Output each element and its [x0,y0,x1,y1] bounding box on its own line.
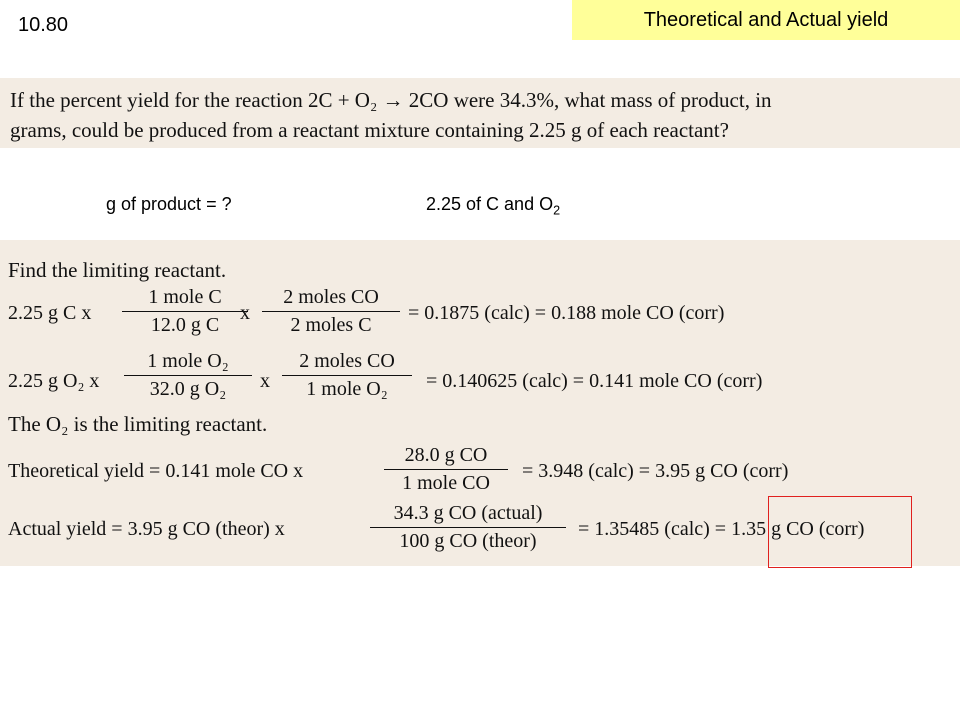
actual-result: = 1.35485 (calc) = 1.35 g CO (corr) [578,518,865,540]
given-unknown: g of product = ? [106,194,232,214]
question-line-1: If the percent yield for the reaction 2C + O₂ → 2CO were 34.3%, what mass of product, in [10,88,772,112]
row-o2-f1-numerator: 1 mole O₂ [124,350,252,376]
actual-numerator: 34.3 g CO (actual) [370,502,566,528]
limiting-statement: The O₂ is the limiting reactant. [8,412,268,436]
question-scan [0,78,960,148]
given-known-text: 2.25 of C and O [426,194,554,214]
theoretical-fraction [384,444,508,495]
theoretical-numerator: 28.0 g CO [384,444,508,470]
theoretical-denominator: 1 mole CO [402,472,490,494]
row-c-f2-denominator: 2 moles C [290,314,372,336]
theoretical-result: = 3.948 (calc) = 3.95 g CO (corr) [522,460,789,482]
row-c-result: = 0.1875 (calc) = 0.188 mole CO (corr) [408,302,725,324]
row-c-fraction-2 [262,286,400,337]
given-known [426,194,560,218]
actual-fraction [370,502,566,553]
slide-title: Theoretical and Actual yield [572,0,960,40]
row-o2-result: = 0.140625 (calc) = 0.141 mole CO (corr) [426,370,763,392]
row-c-fraction-1 [122,286,248,337]
given-known-subscript: 2 [553,203,561,218]
actual-start: Actual yield = 3.95 g CO (theor) x [8,518,285,540]
row-o2-fraction-1 [124,350,252,401]
row-o2-fraction-2 [282,350,412,401]
row-o2-start: 2.25 g O₂ x [8,370,100,392]
theoretical-start: Theoretical yield = 0.141 mole CO x [8,460,304,482]
row-o2-f1-denominator: 32.0 g O₂ [149,378,227,400]
solution-heading: Find the limiting reactant. [8,258,227,282]
row-o2-f2-denominator: 1 mole O₂ [306,378,388,400]
row-c-f1-numerator: 1 mole C [122,286,248,312]
row-c-f1-denominator: 12.0 g C [150,314,220,336]
row-c-start: 2.25 g C x [8,302,92,324]
answer-highlight-box [768,496,912,568]
row-c-x: x [240,302,250,324]
question-line-2: grams, could be produced from a reactant mixture containing 2.25 g of each reactant? [10,118,729,142]
slide-number: 10.80 [18,14,69,36]
row-c-f2-numerator: 2 moles CO [262,286,400,312]
row-o2-x: x [260,370,270,392]
actual-denominator: 100 g CO (theor) [399,530,537,552]
row-o2-f2-numerator: 2 moles CO [282,350,412,376]
